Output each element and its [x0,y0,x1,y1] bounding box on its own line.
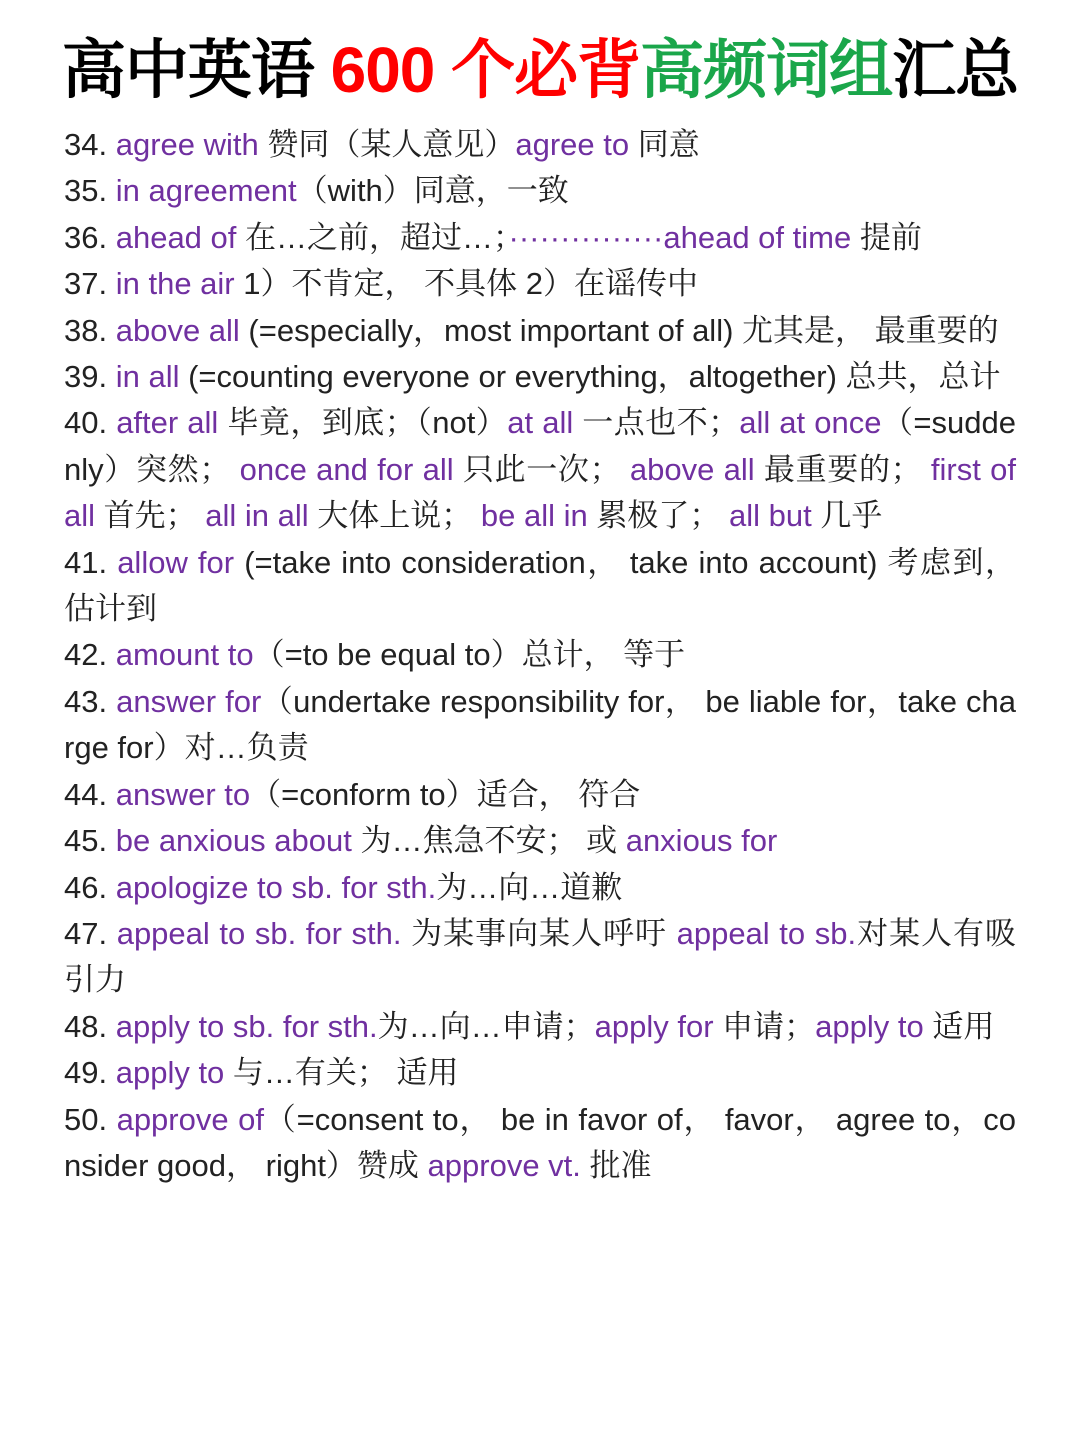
definition-text: 为…向…道歉 [436,869,623,905]
definition-text: 适用 [923,1008,995,1044]
definition-text: 申请； [713,1008,816,1044]
phrase-text: appeal to sb. [676,915,857,951]
definition-text: （=consent to， be in favor of， favor， agree to，consider good， right）赞成 [64,1101,1016,1183]
definition-text: （=suddenly）突然； [64,405,1016,487]
phrase-text: agree with [115,127,259,162]
phrase-entry [64,1050,1016,1096]
definition-text: 49. [64,1055,116,1091]
phrase-text: first of all [64,451,1016,534]
definition-text: (=counting everyone or everything，altogether) 总共，总计 [179,359,1001,395]
definition-text: 赞同（某人意见） [258,127,516,162]
definition-text: 毕竟，到底；（not） [218,405,508,441]
definition-text: 38. [64,312,116,348]
phrase-text: ···············ahead of time [508,219,852,255]
phrase-text: allow for [117,544,235,580]
phrase-entry [64,632,1016,678]
definition-text: 几乎 [811,498,883,534]
phrase-text: answer to [115,776,251,812]
definition-text: 同意 [629,127,700,162]
phrase-text: all at once [739,405,882,441]
phrase-text: agree to [515,127,630,162]
phrase-entry [64,679,1016,772]
phrase-text: be all in [480,498,588,534]
phrase-entry [64,1097,1016,1190]
phrase-entry [64,911,1016,1004]
phrase-text: apologize to sb. for sth. [115,869,437,905]
phrase-text: ahead of [115,219,237,255]
phrase-text: be anxious about [115,823,352,859]
phrase-entry [64,354,1016,400]
definition-text: 1）不肯定， 不具体 2）在谣传中 [234,266,698,302]
definition-text: 为某事向某人呼吁 [401,915,677,951]
definition-text: （=conform to）适合， 符合 [250,776,641,812]
phrase-text: above all [115,312,240,348]
definition-text: 批准 [580,1147,652,1183]
definition-text: 与…有关； 适用 [224,1055,459,1091]
phrase-text: all but [728,498,812,534]
definition-text: 45. [64,823,116,859]
definition-text: 首先； [95,498,206,534]
phrase-text: after all [116,405,219,441]
phrase-text: apply to [115,1055,225,1091]
definition-text: （=to be equal to）总计， 等于 [253,637,686,673]
definition-text: 40. [64,405,117,441]
phrase-entry [64,122,1016,168]
definition-text: 大体上说； [308,498,481,534]
phrase-text: apply to [815,1008,924,1044]
phrase-text: at all [507,405,574,441]
definition-text: 39. [64,359,116,395]
definition-text: 34. [64,127,116,162]
definition-text: 37. [64,266,116,302]
definition-text: 一点也不； [573,405,740,441]
page-title [0,30,1080,110]
definition-text: 提前 [851,219,922,255]
phrase-text: anxious for [625,823,778,859]
definition-text: (=take into consideration， take into account) 考虑到，估计到 [64,544,1016,627]
phrase-text: all in all [205,498,309,534]
definition-text: 44. [64,776,116,812]
phrase-entry [64,818,1016,864]
phrase-text: approve of [116,1101,264,1137]
definition-text: 48. [64,1008,116,1044]
definition-text: 对某人有吸引力 [64,915,1017,998]
phrase-entry [64,261,1016,307]
definition-text: （with）同意，一致 [296,173,569,209]
definition-text: 只此一次； [453,451,630,487]
phrase-text: once and for all [239,451,454,487]
phrase-text: in agreement [115,173,297,209]
definition-text: 47. [64,915,117,951]
definition-text: 在…之前，超过…； [236,219,509,255]
phrase-entry [64,400,1016,539]
phrase-entry [64,308,1016,354]
phrase-text: in the air [115,266,235,302]
definition-text: 最重要的； [754,451,931,487]
title-part-1: 高中英语 [61,34,331,106]
definition-text: 为…焦急不安； 或 [351,823,626,859]
phrase-entry [64,772,1016,818]
phrase-text: appeal to sb. for sth. [116,915,402,951]
phrase-entry [64,1004,1016,1050]
definition-text: (=especially，most important of all) 尤其是， 最重要的 [239,312,999,348]
definition-text: 46. [64,869,116,905]
title-part-4: 汇总 [892,34,1019,106]
phrase-list [64,122,1016,1189]
definition-text: 35. [64,173,116,209]
phrase-text: above all [629,451,755,487]
phrase-text: answer for [116,683,262,719]
phrase-text: apply for [594,1008,714,1044]
definition-text: 为…向…申请； [377,1008,595,1044]
phrase-text: approve vt. [427,1147,581,1183]
phrase-text: apply to sb. for sth. [115,1008,378,1044]
definition-text: 累极了； [587,498,729,534]
phrase-text: in all [115,359,180,395]
phrase-entry [64,540,1016,633]
title-part-3: 高频词组 [640,34,893,106]
phrase-entry [64,215,1016,261]
phrase-entry [64,865,1016,911]
definition-text: 36. [64,219,116,255]
definition-text: 43. [64,683,117,719]
title-part-2: 600 个必背 [330,34,641,106]
phrase-entry [64,168,1016,214]
definition-text: 50. [64,1101,117,1137]
definition-text: 41. [64,544,118,580]
definition-text: 42. [64,637,116,673]
phrase-text: amount to [115,637,254,673]
definition-text: （undertake responsibility for， be liable for，take charge for）对…负责 [64,683,1016,766]
